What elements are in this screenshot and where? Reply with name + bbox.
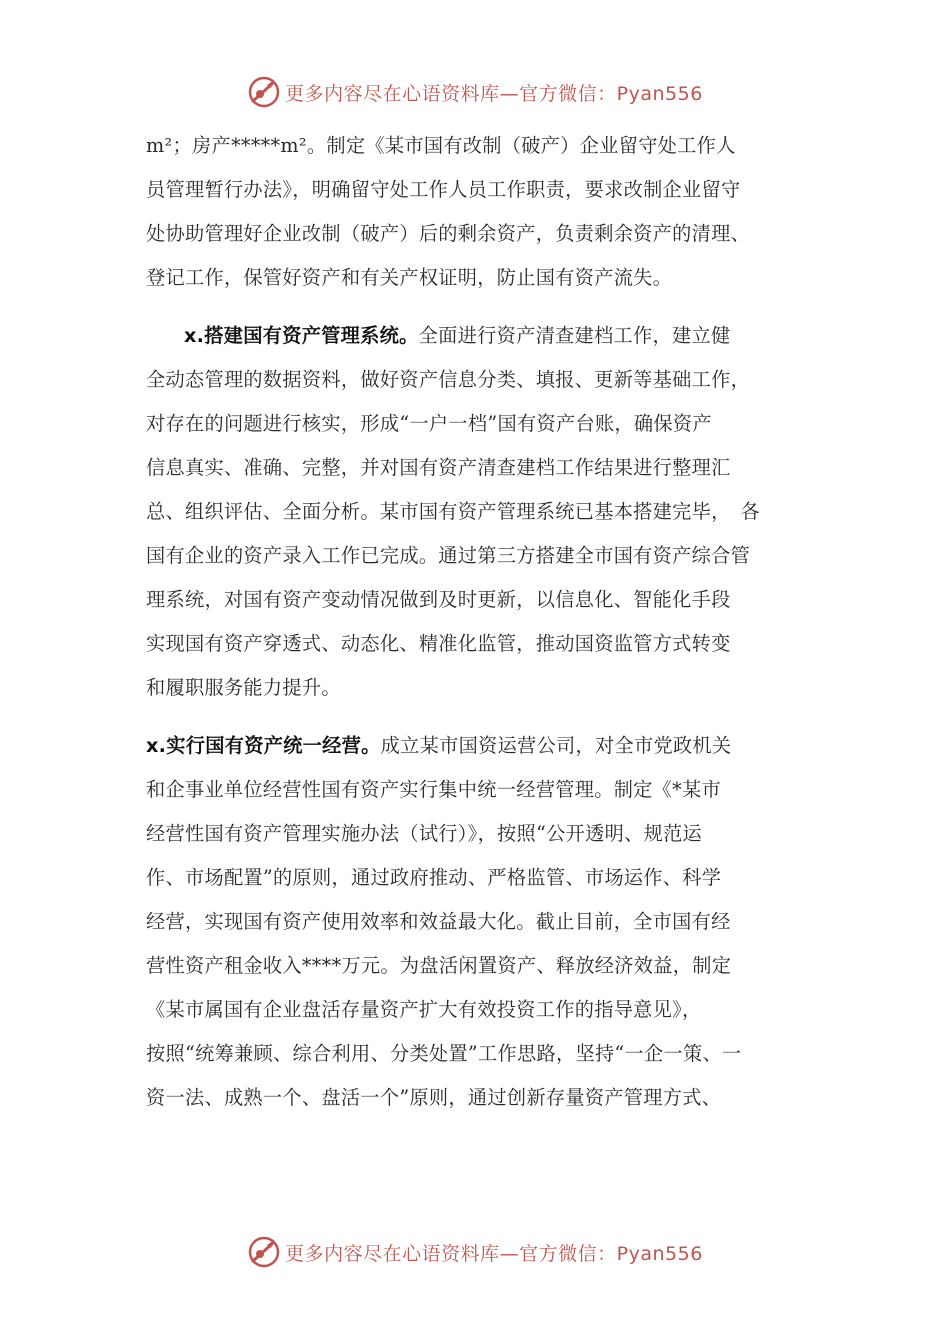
section-heading-line: [146, 724, 811, 768]
watermark-text: 更多内容尽在心语资料库—官方微信：Pyan556: [285, 82, 703, 105]
paragraph-line: 和履职服务能力提升。: [146, 676, 341, 699]
watermark-text: 更多内容尽在心语资料库—官方微信：Pyan556: [285, 1242, 703, 1265]
paragraph-text: 成立某市国资运营公司，对全市党政机关: [380, 734, 732, 757]
paragraph-line: 员管理暂行办法》，明确留守处工作人员工作职责，要求改制企业留守: [146, 178, 741, 201]
paragraph-line: 理系统，对国有资产变动情况做到及时更新，以信息化、智能化手段: [146, 588, 731, 611]
document-body: [146, 124, 811, 1120]
paragraph-line: 实现国有资产穿透式、动态化、精准化监管，推动国资监管方式转变: [146, 632, 731, 655]
paragraph-line: 《某市属国有企业盘活存量资产扩大有效投资工作的指导意见》，: [146, 998, 702, 1021]
paragraph-line: 经营性国有资产管理实施办法（试行）》，按照“公开透明、规范运: [146, 822, 703, 845]
heading-build-system: x.搭建国有资产管理系统。: [184, 324, 419, 347]
paragraph-line: 信息真实、准确、完整，并对国有资产清查建档工作结果进行整理汇: [146, 456, 731, 479]
watermark-header: [0, 72, 950, 112]
section-build-system: [146, 358, 811, 710]
paragraph-line: 总、组织评估、全面分析。某市国有资产管理系统已基本搭建完毕， 各: [146, 500, 760, 523]
paragraph-line: 对存在的问题进行核实，形成“一户一档”国有资产台账，确保资产: [146, 412, 712, 435]
paragraph-line: 作、市场配置”的原则，通过政府推动、严格监管、市场运作、科学: [146, 866, 722, 889]
paragraph-line: 国有企业的资产录入工作已完成。通过第三方搭建全市国有资产综合管: [146, 544, 751, 567]
section-unified-operation: [146, 768, 811, 1120]
paragraph-text: 全面进行资产清查建档工作，建立健: [418, 324, 731, 347]
pen-logo-icon: [247, 75, 281, 109]
paragraph-line: 和企事业单位经营性国有资产实行集中统一经营管理。制定《*某市: [146, 778, 722, 801]
paragraph-line: 处协助管理好企业改制（破产）后的剩余资产，负责剩余资产的清理、: [146, 222, 751, 245]
section-heading-line: [146, 314, 811, 358]
paragraph-line: 资一法、成熟一个、盘活一个”原则，通过创新存量资产管理方式、: [146, 1086, 722, 1109]
paragraph-line: 经营，实现国有资产使用效率和效益最大化。截止目前，全市国有经: [146, 910, 731, 933]
paragraph-line: 营性资产租金收入****万元。为盘活闲置资产、释放经济效益，制定: [146, 954, 732, 977]
heading-unified-operation: x.实行国有资产统一经营。: [146, 734, 381, 757]
watermark-footer: [0, 1232, 950, 1272]
pen-logo-icon: [247, 1235, 281, 1269]
section-asset-management-intro: [146, 124, 811, 300]
paragraph-line: 按照“统筹兼顾、综合利用、分类处置”工作思路，坚持“一企一策、一: [146, 1042, 742, 1065]
paragraph-line: 登记工作，保管好资产和有关产权证明，防止国有资产流失。: [146, 266, 673, 289]
paragraph-line: 全动态管理的数据资料，做好资产信息分类、填报、更新等基础工作，: [146, 368, 751, 391]
paragraph-line: m²；房产*****m²。制定《某市国有改制（破产）企业留守处工作人: [146, 134, 736, 157]
